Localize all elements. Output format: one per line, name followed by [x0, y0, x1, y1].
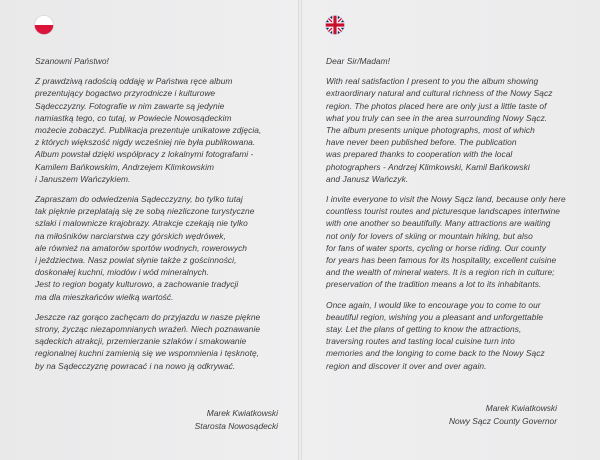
polish-signature-title: Starosta Nowosądecki	[194, 421, 278, 431]
polish-signature	[195, 407, 278, 433]
polish-greeting: Szanowni Państwo!	[35, 56, 109, 66]
english-paragraph-1: With real satisfaction I present to you the album showing extraordinary natural and cultural richness of the Nowy Sącz region. The photos placed here are only just a little taste of what you truly can see in the area surrounding Nowy Sącz. The album presents unique photographs, most of which have never been published before. The publication was prepared thanks to cooperation with the local photographers - Andrzej Klimkowski, Kamil Bańkowski and Janusz Wańczyk.	[326, 76, 553, 184]
right-page-english	[302, 0, 600, 460]
english-letter-body	[326, 55, 586, 380]
left-page-polish	[0, 0, 298, 460]
polish-paragraph-2: Zapraszam do odwiedzenia Sądecczyzny, bo tylko tutaj tak pięknie przeplatają się ze sobą niezliczone turystyczne szlaki i malownicze krajobrazy. Atrakcje czekają nie tylko na miłośników narciarstwa czy górskich wędrówek, ale również na amatorów sportów wodnych, rowerowych i jeździectwa. Nasz powiat słynie także z gościnności, doskonałej kuchni, miodów i wód mineralnych. Jest to region bogaty kulturowo, a zachowanie tradycji ma dla mieszkańców wielką wartość.	[35, 194, 255, 302]
english-paragraph-3: Once again, I would like to encourage you to come to our beautiful region, wishing you a pleasant and unforgettable stay. Let the plans of getting to know the attractions, traversing routes and tasting local cuisine turn into memories and the longing to come back to the Nowy Sącz region and discover it over and over again.	[326, 299, 545, 371]
english-greeting: Dear Sir/Madam!	[326, 56, 391, 66]
english-signature-title: Nowy Sącz County Governor	[449, 416, 557, 426]
polish-signature-name: Marek Kwiatkowski	[206, 408, 278, 418]
polish-paragraph-1: Z prawdziwą radością oddaję w Państwa ręce album prezentujący bogactwo przyrodnicze i kulturowe Sądecczyzny. Fotografie w nim zawarte są jedynie namiastką tego, co tutaj, w Powiecie Nowosądeckim możecie zobaczyć. Publikacja prezentuje unikatowe zdjęcia, z których większość nigdy wcześniej nie była publikowana. Album powstał dzięki współpracy z lokalnymi fotografami - Kamilem Bańkowskim, Andrzejem Klimkowskim i Januszem Wańczykiem.	[35, 76, 262, 184]
polish-paragraph-3: Jeszcze raz gorąco zachęcam do przyjazdu w nasze piękne strony, życząc niezapomnianych wrażeń. Niech poznawanie sądeckich atrakcji, przemierzanie szlaków i smakowanie regionalnej kuchni zamienią się we wspomnienia i tęsknotę, by na Sądecczyznę powracać i na nowo ją odkrywać.	[35, 311, 261, 371]
english-paragraph-2: I invite everyone to visit the Nowy Sącz land, because only here countless tourist routes and picturesque landscapes intertwine with one another so beautifully. Many attractions are waiting not only for lovers of skiing or mountain hiking, but also for fans of water sports, cycling or horse riding. Our county for years has been famous for its hospitality, excellent cuisine and the wealth of mineral waters. It is a region rich in culture; preservation of the tradition means a lot to its inhabitants.	[326, 194, 566, 290]
poland-flag-icon	[34, 15, 54, 35]
uk-flag-icon	[325, 15, 345, 35]
polish-letter-body	[35, 55, 285, 380]
english-signature	[449, 402, 557, 428]
english-signature-name: Marek Kwiatkowski	[485, 403, 557, 413]
